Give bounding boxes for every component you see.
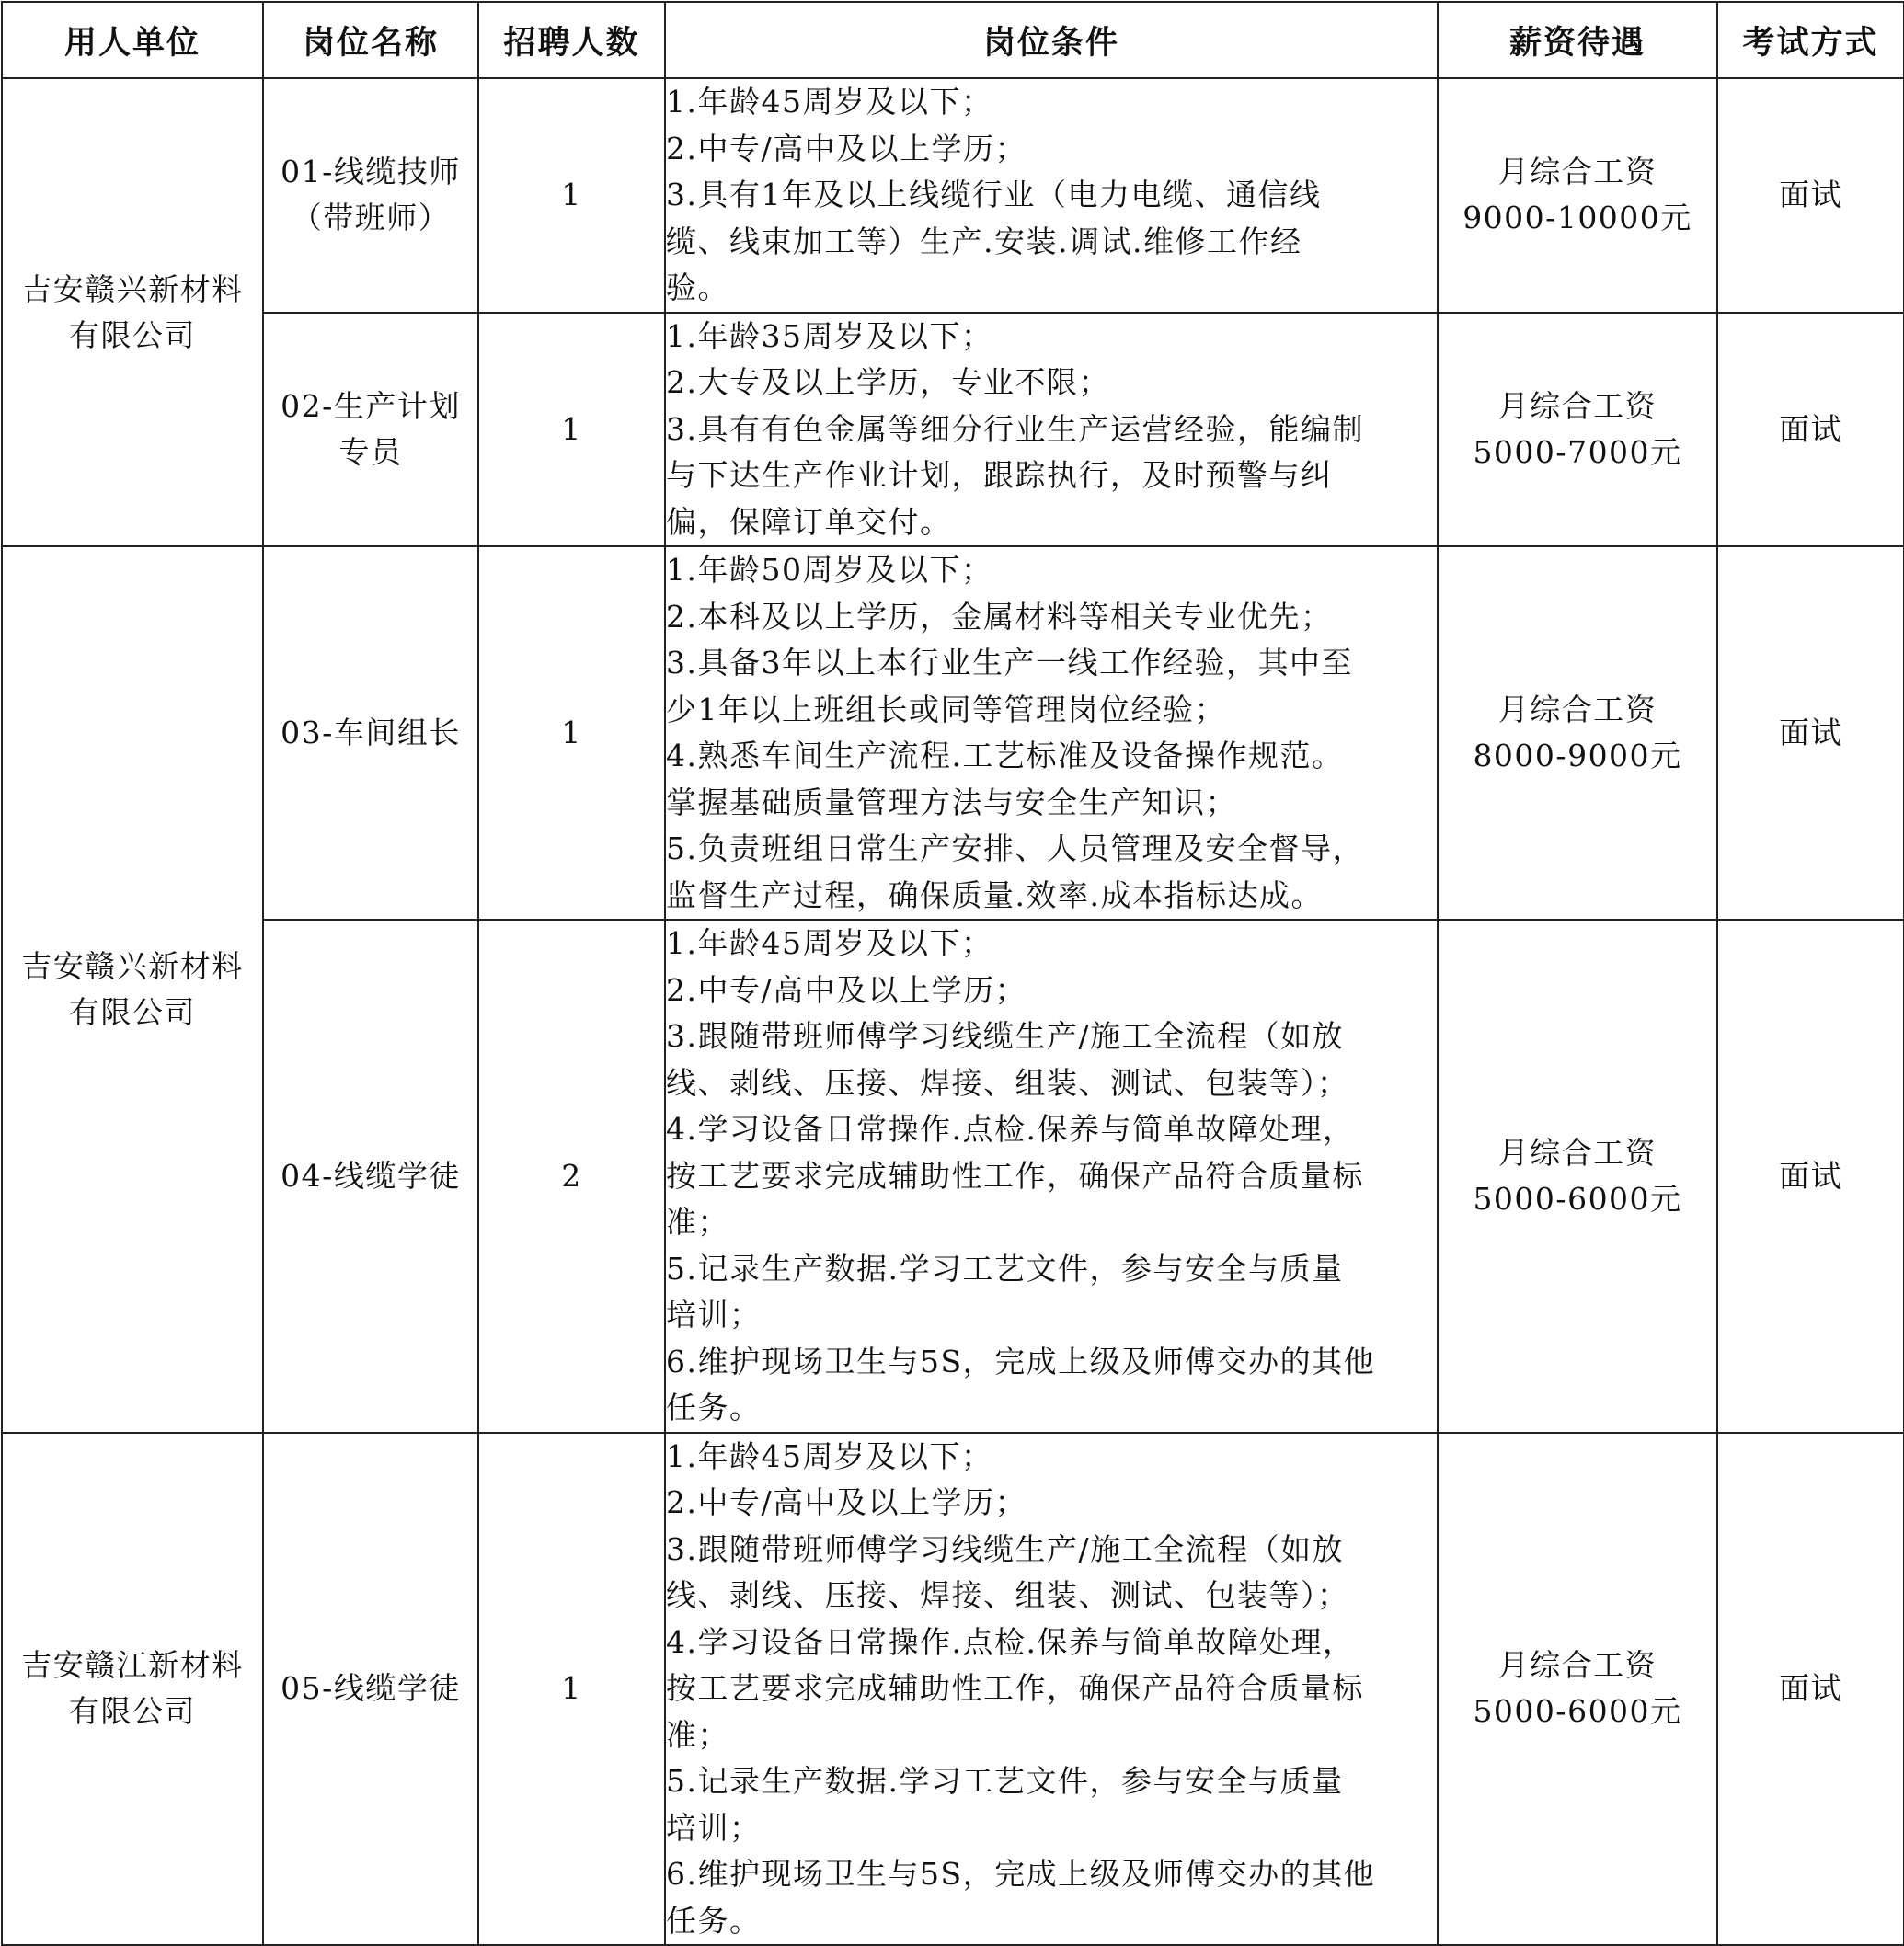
requirement-line: 2.中专/高中及以上学历； bbox=[666, 1484, 1027, 1520]
header-unit: 用人单位 bbox=[2, 2, 263, 78]
requirement-line: 验。 bbox=[666, 269, 729, 305]
requirement-line: 少1年以上班组长或同等管理岗位经验； bbox=[666, 691, 1226, 727]
position-cell bbox=[263, 920, 478, 1433]
requirement-line: 4.熟悉车间生产流程.工艺标准及设备操作规范。 bbox=[666, 738, 1344, 773]
salary-label: 月综合工资 bbox=[1497, 1134, 1657, 1171]
position-cell bbox=[263, 1433, 478, 1946]
requirements-cell bbox=[665, 920, 1438, 1433]
employer-cell bbox=[2, 78, 263, 546]
salary-range: 9000-10000元 bbox=[1462, 200, 1692, 236]
header-salary: 薪资待遇 bbox=[1438, 2, 1717, 78]
salary-cell bbox=[1438, 546, 1717, 920]
count-cell: 1 bbox=[478, 546, 665, 920]
requirements-cell bbox=[665, 1433, 1438, 1946]
requirement-line: 3.跟随带班师傅学习线缆生产/施工全流程（如放 bbox=[666, 1530, 1345, 1567]
requirement-line: 2.中专/高中及以上学历； bbox=[666, 130, 1027, 166]
employer-name: 吉安赣江新材料 bbox=[21, 1647, 244, 1684]
employer-name: 吉安赣兴新材料 bbox=[21, 947, 244, 984]
requirement-line: 任务。 bbox=[666, 1390, 762, 1425]
exam-cell: 面试 bbox=[1717, 920, 1904, 1433]
requirement-line: 5.记录生产数据.学习工艺文件，参与安全与质量 bbox=[666, 1763, 1344, 1799]
count-cell: 2 bbox=[478, 920, 665, 1433]
header-count: 招聘人数 bbox=[478, 2, 665, 78]
header-row bbox=[2, 2, 1904, 78]
requirements-cell bbox=[665, 313, 1438, 547]
position-cell bbox=[263, 78, 478, 313]
salary-range: 5000-6000元 bbox=[1473, 1693, 1682, 1730]
requirement-line: 6.维护现场卫生与5S，完成上级及师傅交办的其他 bbox=[666, 1856, 1376, 1892]
position-cell bbox=[263, 313, 478, 547]
salary-range: 5000-7000元 bbox=[1473, 433, 1682, 470]
requirement-line: 线、剥线、压接、焊接、组装、测试、包装等）； bbox=[666, 1577, 1349, 1613]
position-name: 04-线缆学徒 bbox=[281, 1157, 461, 1194]
requirement-line: 按工艺要求完成辅助性工作，确保产品符合质量标 bbox=[666, 1670, 1364, 1706]
exam-cell: 面试 bbox=[1717, 546, 1904, 920]
employer-name: 有限公司 bbox=[69, 316, 196, 353]
salary-label: 月综合工资 bbox=[1497, 154, 1657, 190]
exam-cell: 面试 bbox=[1717, 313, 1904, 547]
requirement-line: 4.学习设备日常操作.点检.保养与简单故障处理， bbox=[666, 1111, 1355, 1147]
requirement-line: 3.具有1年及以上线缆行业（电力电缆、通信线 bbox=[666, 177, 1322, 212]
salary-cell bbox=[1438, 313, 1717, 547]
requirement-line: 培训； bbox=[666, 1809, 762, 1846]
count-cell: 1 bbox=[478, 313, 665, 547]
position-name: 03-车间组长 bbox=[281, 715, 461, 750]
requirement-line: 1.年龄45周岁及以下； bbox=[666, 1437, 993, 1474]
header-exam: 考试方式 bbox=[1717, 2, 1904, 78]
requirement-line: 2.中专/高中及以上学历； bbox=[666, 971, 1027, 1008]
salary-label: 月综合工资 bbox=[1497, 692, 1657, 727]
requirement-line: 3.跟随带班师傅学习线缆生产/施工全流程（如放 bbox=[666, 1018, 1345, 1054]
requirement-line: 监督生产过程，确保质量.效率.成本指标达成。 bbox=[666, 876, 1323, 913]
position-name: 02-生产计划 bbox=[281, 387, 461, 424]
position-name: 05-线缆学徒 bbox=[281, 1670, 461, 1707]
employer-name: 吉安赣兴新材料 bbox=[21, 270, 244, 307]
exam-cell: 面试 bbox=[1717, 78, 1904, 313]
requirement-line: 准； bbox=[666, 1204, 729, 1240]
requirement-line: 5.负责班组日常生产安排、人员管理及安全督导， bbox=[666, 830, 1364, 866]
requirement-line: 1.年龄35周岁及以下； bbox=[666, 317, 993, 354]
requirement-line: 6.维护现场卫生与5S，完成上级及师傅交办的其他 bbox=[666, 1343, 1376, 1379]
salary-cell bbox=[1438, 920, 1717, 1433]
employer-name: 有限公司 bbox=[69, 993, 196, 1030]
position-cell bbox=[263, 546, 478, 920]
requirement-line: 掌握基础质量管理方法与安全生产知识； bbox=[666, 784, 1237, 820]
requirement-line: 任务。 bbox=[666, 1902, 762, 1939]
count-cell: 1 bbox=[478, 78, 665, 313]
table-row bbox=[2, 1433, 1904, 1946]
requirement-line: 1.年龄45周岁及以下； bbox=[666, 925, 993, 961]
exam-cell: 面试 bbox=[1717, 1433, 1904, 1946]
table-row bbox=[2, 78, 1904, 313]
position-name: 01-线缆技师 bbox=[281, 154, 461, 190]
employer-cell bbox=[2, 1433, 263, 1946]
employer-name: 有限公司 bbox=[69, 1693, 196, 1730]
header-position: 岗位名称 bbox=[263, 2, 478, 78]
header-requirements: 岗位条件 bbox=[665, 2, 1438, 78]
requirement-line: 2.本科及以上学历，金属材料等相关专业优先； bbox=[666, 598, 1333, 635]
requirement-line: 线、剥线、压接、焊接、组装、测试、包装等）； bbox=[666, 1064, 1349, 1101]
requirement-line: 3.具有有色金属等细分行业生产运营经验，能编制 bbox=[666, 410, 1364, 447]
requirement-line: 3.具备3年以上本行业生产一线工作经验，其中至 bbox=[666, 645, 1353, 681]
requirement-line: 1.年龄50周岁及以下； bbox=[666, 552, 993, 588]
position-name: （带班师） bbox=[291, 200, 451, 236]
requirement-line: 1.年龄45周岁及以下； bbox=[666, 84, 993, 120]
employer-cell bbox=[2, 546, 263, 1433]
salary-cell bbox=[1438, 78, 1717, 313]
requirement-line: 4.学习设备日常操作.点检.保养与简单故障处理， bbox=[666, 1623, 1355, 1660]
requirement-line: 培训； bbox=[666, 1297, 762, 1333]
requirement-line: 缆、线束加工等）生产.安装.调试.维修工作经 bbox=[666, 223, 1302, 259]
requirements-cell bbox=[665, 78, 1438, 313]
requirement-line: 2.大专及以上学历，专业不限； bbox=[666, 364, 1110, 400]
table-row bbox=[2, 313, 1904, 547]
table-row bbox=[2, 920, 1904, 1433]
count-cell: 1 bbox=[478, 1433, 665, 1946]
salary-label: 月综合工资 bbox=[1497, 387, 1657, 424]
salary-label: 月综合工资 bbox=[1497, 1647, 1657, 1684]
table-row bbox=[2, 546, 1904, 920]
requirement-line: 准； bbox=[666, 1716, 729, 1753]
salary-cell bbox=[1438, 1433, 1717, 1946]
requirements-cell bbox=[665, 546, 1438, 920]
position-name: 专员 bbox=[338, 433, 403, 470]
requirement-line: 与下达生产作业计划，跟踪执行，及时预警与纠 bbox=[666, 457, 1333, 493]
recruitment-table bbox=[1, 1, 1904, 1946]
requirement-line: 偏，保障订单交付。 bbox=[666, 503, 952, 540]
salary-range: 5000-6000元 bbox=[1473, 1180, 1682, 1217]
requirement-line: 5.记录生产数据.学习工艺文件，参与安全与质量 bbox=[666, 1250, 1344, 1287]
salary-range: 8000-9000元 bbox=[1473, 738, 1682, 773]
requirement-line: 按工艺要求完成辅助性工作，确保产品符合质量标 bbox=[666, 1157, 1364, 1194]
